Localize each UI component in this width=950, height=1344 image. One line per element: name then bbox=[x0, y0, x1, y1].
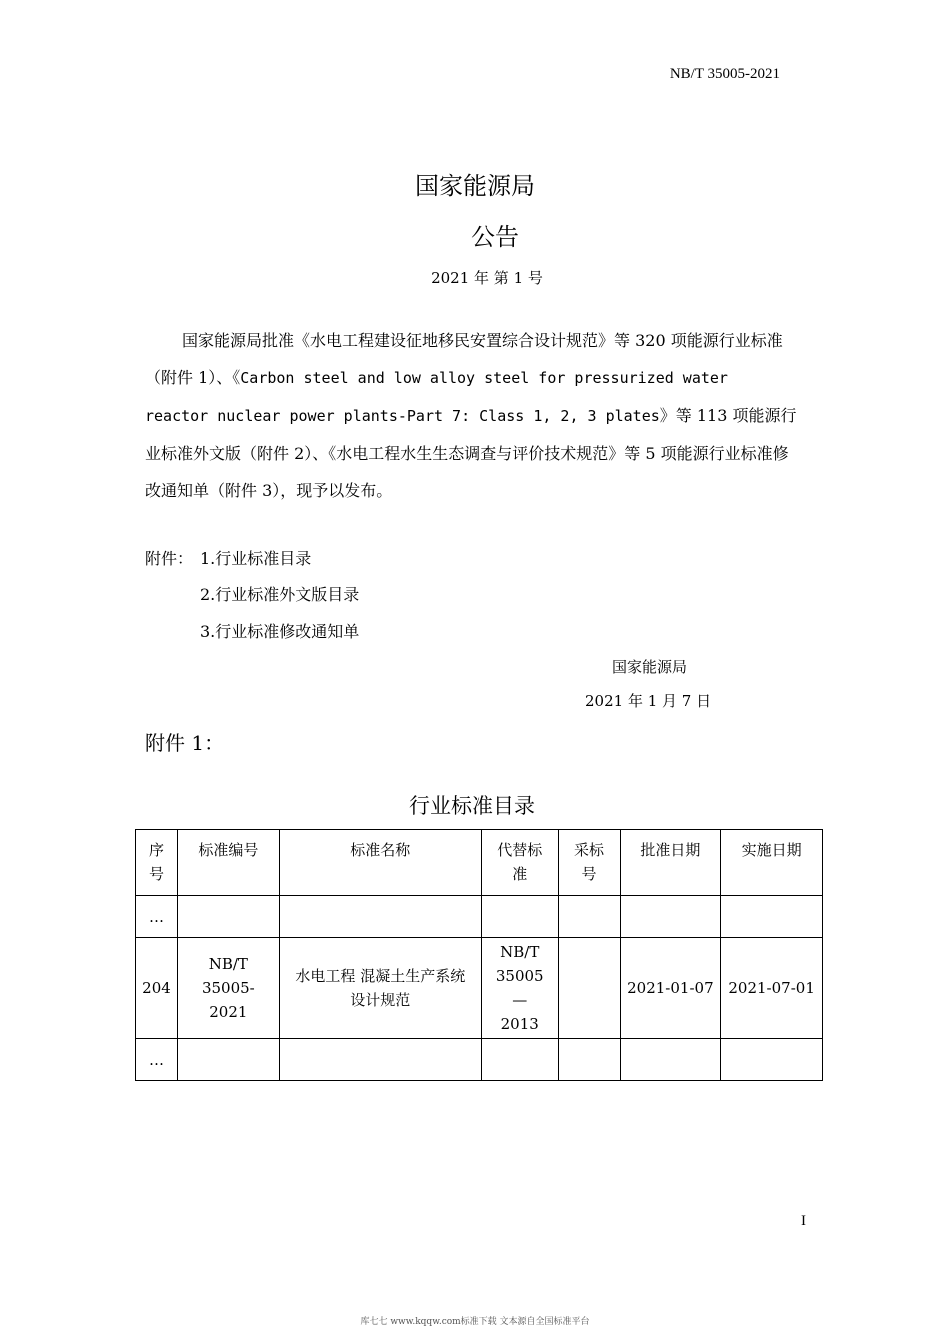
table-row bbox=[136, 1039, 823, 1081]
cell-std-name: 水电工程 混凝土生产系统设计规范 bbox=[279, 938, 481, 1039]
agency-title: 国家能源局 bbox=[415, 172, 535, 200]
cell-seq: … bbox=[136, 896, 178, 938]
cell-seq: … bbox=[136, 1039, 178, 1081]
issue-number: 2021 年 第 1 号 bbox=[431, 269, 543, 287]
page-number: I bbox=[801, 1213, 806, 1229]
cell-approval-date: 2021-01-07 bbox=[620, 938, 721, 1039]
signature-date: 2021 年 1 月 7 日 bbox=[585, 692, 712, 710]
col-std-no: 标准编号 bbox=[177, 830, 279, 896]
cell-replaces: NB/T 35005 —2013 bbox=[481, 938, 558, 1039]
standards-table bbox=[135, 829, 823, 1081]
paragraph-english-title: Carbon steel and low alloy steel for pressurized water reactor nuclear power plants-Part 7: Class 1, 2, 3 plates bbox=[145, 369, 728, 425]
col-std-name: 标准名称 bbox=[279, 830, 481, 896]
paragraph-part2: 》等 113 项能源行业标准外文版（附件 2）、《水电工程水生生态调查与评价技术规范》等 5 项能源行业标准修改通知单（附件 3），现予以发布。 bbox=[145, 406, 797, 500]
attachments-label: 附件： bbox=[145, 549, 194, 568]
paragraph-part1: 国家能源局批准《水电工程建设征地移民安置综合设计规范》等 320 项能源行业标准（附件 1）、《 bbox=[145, 331, 783, 387]
col-approval-date: 批准日期 bbox=[620, 830, 721, 896]
attachment-item-2: 2.行业标准外文版目录 bbox=[200, 585, 360, 604]
table-header-row bbox=[136, 830, 823, 896]
annex-heading: 附件 1： bbox=[145, 731, 225, 755]
attachment-item-1: 1.行业标准目录 bbox=[200, 549, 312, 568]
notice-body bbox=[145, 322, 800, 509]
cell-effective-date: 2021-07-01 bbox=[721, 938, 823, 1039]
standard-number: NB/T 35005-2021 bbox=[669, 66, 780, 82]
cell-std-no: NB/T 35005-2021 bbox=[177, 938, 279, 1039]
signature-agency: 国家能源局 bbox=[612, 658, 688, 676]
notice-title: 公告 bbox=[471, 223, 519, 251]
col-adopted: 采标号 bbox=[558, 830, 620, 896]
cell-adopted bbox=[558, 938, 620, 1039]
col-seq: 序号 bbox=[136, 830, 178, 896]
table-title: 行业标准目录 bbox=[409, 794, 535, 818]
attachment-item-3: 3.行业标准修改通知单 bbox=[200, 622, 360, 641]
col-effective-date: 实施日期 bbox=[721, 830, 823, 896]
cell-seq: 204 bbox=[136, 938, 178, 1039]
table-row bbox=[136, 938, 823, 1039]
table-row bbox=[136, 896, 823, 938]
footer-watermark: 库七七 www.kqqw.com标准下载 文本源自全国标准平台 bbox=[360, 1317, 590, 1327]
col-replaces: 代替标准 bbox=[481, 830, 558, 896]
